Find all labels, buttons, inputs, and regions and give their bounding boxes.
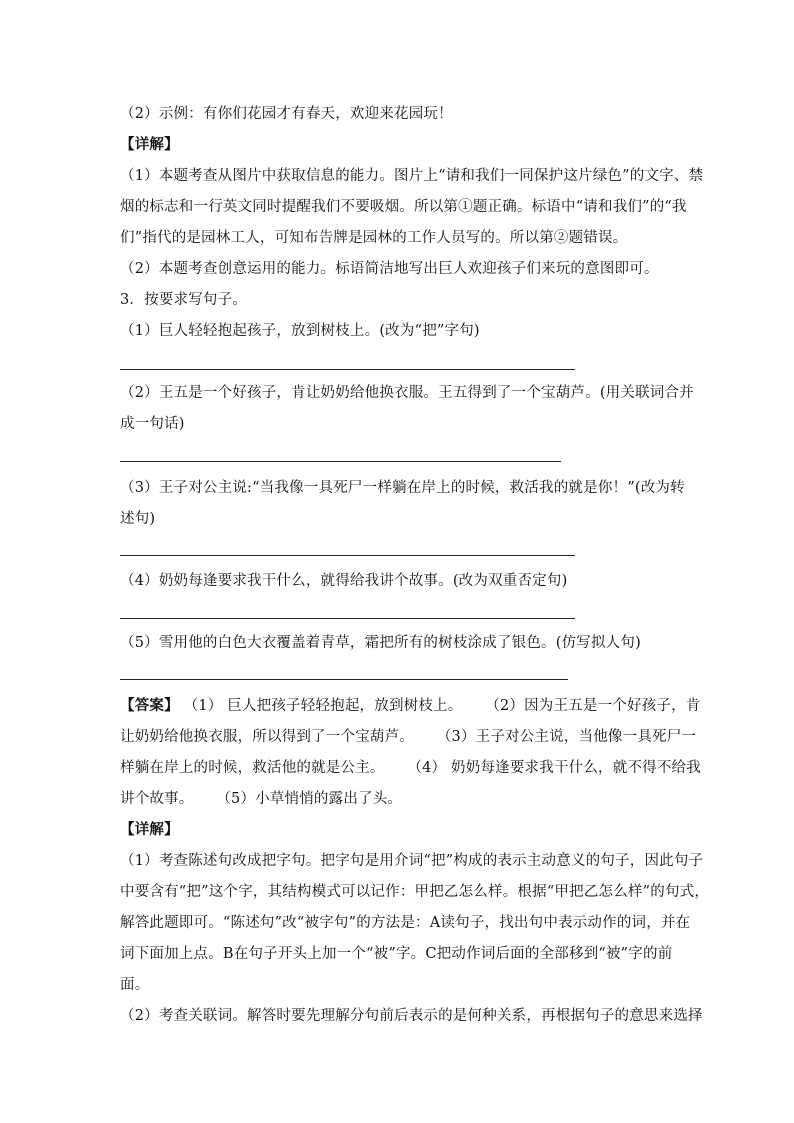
answer-line <box>120 789 680 809</box>
question-item: （2）王五是一个好孩子，肯让奶奶给他换衣服。王五得到了一个宝葫芦。(用关联词合并 <box>120 385 694 401</box>
answer-blank-line <box>120 618 575 619</box>
answer-line <box>120 758 701 778</box>
answer-text: （5）小草悄悄的露出了头。 <box>216 791 403 807</box>
paragraph-line: 词下面加上点。B在句子开头上加一个“被”字。C把动作词后面的全部移到“被”字的前 <box>120 946 673 962</box>
question-item: （1）巨人轻轻抱起孩子，放到树枝上。(改为“把”字句) <box>120 323 480 339</box>
answer-text: 让奶奶给他换衣服，所以得到了一个宝葫芦。 <box>120 729 414 745</box>
question-item-continued: 述句) <box>120 511 156 527</box>
paragraph-line: （2）示例：有你们花园才有春天，欢迎来花园玩！ <box>120 106 453 122</box>
paragraph-line: （1）本题考查从图片中获取信息的能力。图片上“请和我们一同保护这片绿色”的文字、禁 <box>120 168 704 184</box>
paragraph-line: 面。 <box>120 977 150 993</box>
section-heading-detail: 【详解】 <box>120 821 179 838</box>
answer-text: （4） 奶奶每逢要求我干什么，就不得不给我 <box>407 760 701 776</box>
question-item: （5）雪用他的白色大衣覆盖着青草，霜把所有的树枝涂成了银色。(仿写拟人句) <box>120 635 641 651</box>
answer-text: （2）因为王五是一个好孩子，肯 <box>485 698 701 714</box>
answer-text: （1） 巨人把孩子轻轻抱起，放到树枝上。 <box>183 698 463 714</box>
answer-blank-line <box>120 461 561 462</box>
answer-text: 样躺在岸上的时候，救活他的就是公主。 <box>120 760 385 776</box>
paragraph-line: 中要含有“把”这个字，其结构模式可以记作：甲把乙怎么样。根据“甲把乙怎么样”的句式， <box>120 884 710 900</box>
paragraph-line: （1）考查陈述句改成把字句。把字句是用介词“把”构成的表示主动意义的句子，因此句子 <box>120 853 704 869</box>
answer-blank-line <box>120 679 568 680</box>
answer-text: 讲个故事。 <box>120 791 194 807</box>
question-item: （4）奶奶每逢要求我干什么，就得给我讲个故事。(改为双重否定句) <box>120 573 568 589</box>
answer-line <box>120 727 697 747</box>
paragraph-line: （2）考查关联词。解答时要先理解分句前后表示的是何种关系，再根据句子的意思来选择 <box>120 1008 703 1024</box>
question-title: 3．按要求写句子。 <box>120 292 248 308</box>
question-item: （3）王子对公主说:“当我像一具死尸一样躺在岸上的时候，救活我的就是你！”(改为转 <box>120 480 685 496</box>
answer-blank-line <box>120 369 575 370</box>
paragraph-line: 们”指代的是园林工人，可知布告牌是园林的工作人员写的。所以第②题错误。 <box>120 230 628 246</box>
paragraph-line: 解答此题即可。“陈述句”改“被字句”的方法是：A读句子，找出句中表示动作的词，并在 <box>120 915 691 931</box>
answer-label: 【答案】 <box>120 697 179 714</box>
paragraph-line: （2）本题考查创意运用的能力。标语简洁地写出巨人欢迎孩子们来玩的意图即可。 <box>120 261 659 277</box>
answer-text: （3）王子对公主说，当他像一具死尸一 <box>436 729 697 745</box>
answer-blank-line <box>120 555 575 556</box>
section-heading-detail: 【详解】 <box>120 136 179 153</box>
paragraph-line: 烟的标志和一行英文同时提醒我们不要吸烟。所以第①题正确。标语中“请和我们”的“我 <box>120 199 687 215</box>
answer-line <box>120 696 701 716</box>
question-item-continued: 成一句话) <box>120 416 185 432</box>
